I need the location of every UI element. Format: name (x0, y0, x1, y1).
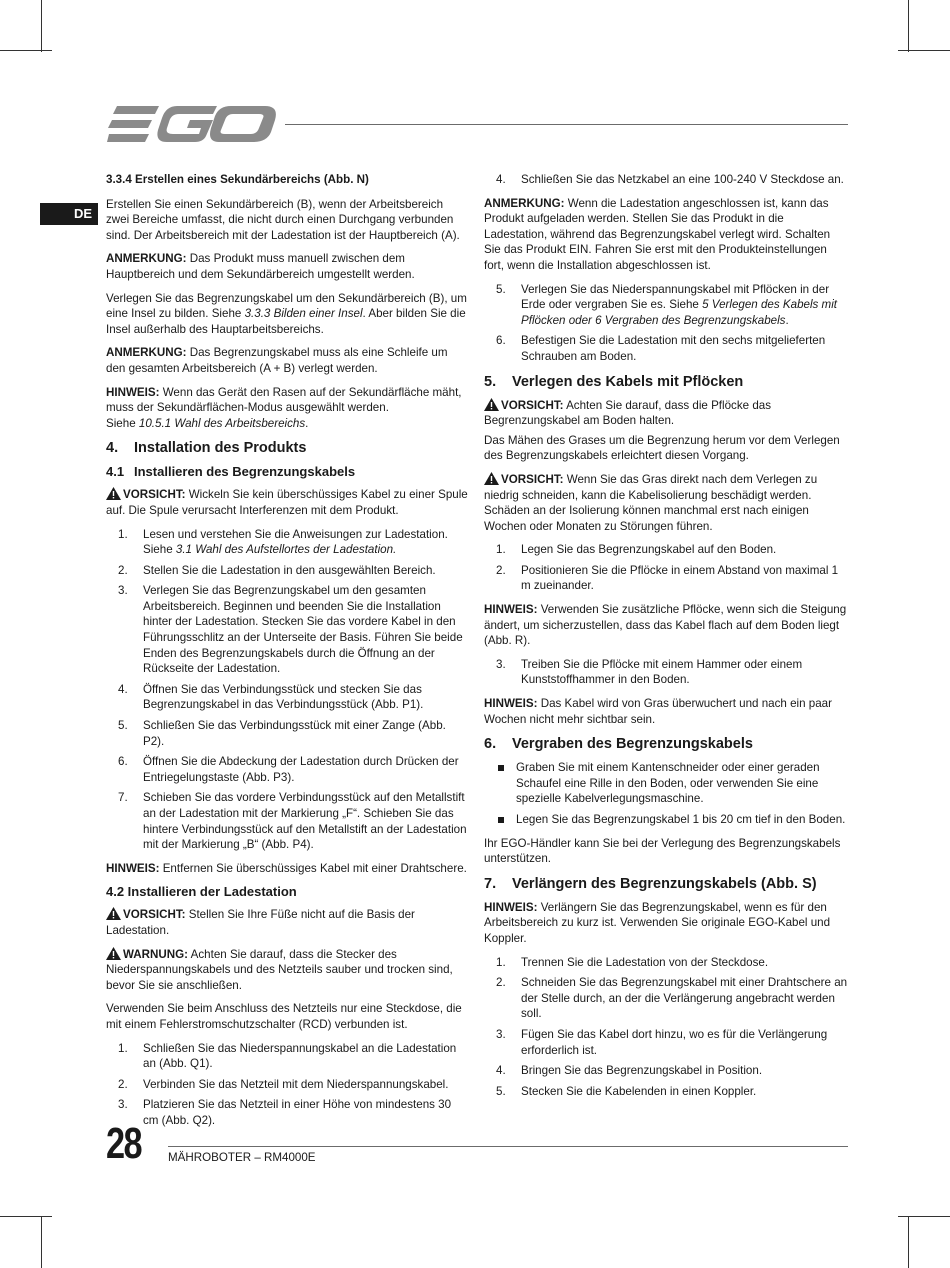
hint-text: Wenn das Gerät den Rasen auf der Sekundärfläche mäht, muss der Sekundärflächen-Modus ausgewählt werden. (106, 385, 462, 415)
step-number: 1. (118, 527, 128, 541)
step-text: Platzieren Sie das Netzteil in einer Höhe von mindestens 30 cm (Abb. Q2). (143, 1098, 452, 1127)
steps-5-continued (484, 657, 849, 688)
step-number: 3. (496, 1027, 506, 1041)
text: . (785, 313, 789, 327)
step-number: 3. (496, 657, 506, 671)
caution-text: Achten Sie darauf, dass die Pflöcke das Begrenzungskabel am Boden halten. (484, 398, 772, 428)
step-number: 5. (118, 719, 128, 733)
cross-reference: 5 Verlegen des Kabels mit Pflöcken oder 6 Vergraben des Begrenzungskabels (521, 298, 838, 327)
left-column (106, 172, 468, 1137)
steps-4-2 (106, 1041, 468, 1129)
step-text: Schließen Sie das Niederspannungskabel an die Ladestation an (Abb. Q1). (143, 1041, 457, 1071)
step-text: Schließen Sie das Netzkabel an eine 100-240 V Steckdose an. (521, 173, 844, 186)
section-4-2-heading: 4.2 Installieren der Ladestation (106, 884, 297, 900)
section-number: 7. (484, 875, 497, 892)
step-number: 2. (496, 976, 506, 990)
section-title: Installieren des Begrenzungskabels (134, 464, 356, 480)
step-number: 2. (118, 563, 128, 577)
note-text: Das Begrenzungskabel muss als eine Schleife um den gesamten Arbeitsbereich (A + B) verlegt werden. (106, 346, 448, 375)
caution-label: VORSICHT: (501, 472, 564, 486)
list-item (106, 563, 468, 579)
section-number: 6. (484, 736, 497, 753)
crop-mark (898, 50, 950, 51)
step-number: 4. (118, 682, 128, 696)
list-item (106, 754, 468, 785)
steps-4-2-continued (484, 172, 849, 188)
step-number: 6. (118, 755, 128, 769)
section-number: 5. (484, 373, 497, 390)
footer-rule (168, 1146, 848, 1147)
step-text: Fügen Sie das Kabel dort hinzu, wo es für die Verlängerung erforderlich ist. (521, 1027, 828, 1057)
step-text: Verbinden Sie das Netzteil mit dem Niederspannungskabel. (143, 1077, 449, 1091)
section-title: Verlängern des Begrenzungskabels (Abb. S) (512, 875, 817, 892)
steps-5 (484, 542, 849, 594)
hint-label: HINWEIS: (484, 900, 538, 914)
paragraph: Das Mähen des Grases um die Begrenzung herum vor dem Verlegen des Begrenzungskabels erleichtert diesen Vorgang. (484, 433, 840, 463)
warning-triangle-icon (106, 947, 121, 960)
bullets-6 (484, 760, 849, 827)
list-item (106, 527, 468, 558)
warning-label: WARNUNG: (123, 947, 189, 961)
steps-4-1 (106, 527, 468, 853)
list-item (484, 333, 849, 364)
crop-mark (898, 1216, 950, 1217)
cross-reference: 3.1 Wahl des Aufstellortes der Ladestation. (175, 543, 397, 557)
paragraph: Verwenden Sie beim Anschluss des Netzteils nur eine Steckdose, die mit einem Fehlerstromschutzschalter (RCD) verbunden ist. (106, 1002, 462, 1031)
crop-mark (0, 50, 52, 51)
bullet-icon (484, 812, 516, 828)
hint-text: Entfernen Sie überschüssiges Kabel mit einer Drahtschere. (159, 861, 467, 875)
caution-label: VORSICHT: (123, 908, 186, 922)
crop-mark (41, 0, 42, 52)
step-text: Öffnen Sie die Abdeckung der Ladestation durch Drücken der Entriegelungstaste (Abb. P3). (143, 755, 459, 784)
crop-mark (0, 1216, 52, 1217)
step-number: 3. (118, 1098, 128, 1112)
paragraph: Erstellen Sie einen Sekundärbereich (B), wenn der Arbeitsbereich zwei Bereiche umfasst, die nicht durch einen Durchgang verbunden sind. Der Arbeitsbereich mit der Ladestation ist der Hauptbereich (A). (106, 197, 460, 242)
section-title: Vergraben des Begrenzungskabels (512, 736, 753, 753)
step-text: Legen Sie das Begrenzungskabel auf den Boden. (521, 543, 777, 557)
note-label: ANMERKUNG: (106, 252, 187, 266)
list-item (484, 760, 849, 807)
list-item (484, 955, 849, 971)
list-item (106, 1077, 468, 1093)
crop-mark (41, 1216, 42, 1268)
steps-4-2-end (484, 282, 849, 365)
page-number: 28 (106, 1119, 142, 1168)
hint-label: HINWEIS: (484, 603, 538, 617)
note-text: Das Produkt muss manuell zwischen dem Hauptbereich und dem Sekundärbereich umgestellt werden. (106, 252, 415, 281)
paragraph (106, 291, 468, 338)
warning (106, 947, 468, 994)
list-item (484, 975, 849, 1022)
section-title: Verlegen des Kabels mit Pflöcken (512, 373, 744, 390)
list-item (484, 172, 849, 188)
language-tab: DE (40, 203, 98, 225)
note (106, 251, 468, 282)
step-number: 4. (496, 1064, 506, 1078)
caution-text: Stellen Sie Ihre Füße nicht auf die Basis der Ladestation. (106, 908, 415, 937)
warning-triangle-icon (106, 487, 121, 500)
footer-product-name: MÄHROBOTER – RM4000E (168, 1151, 316, 1164)
step-number: 5. (496, 1084, 506, 1098)
hint-text: Das Kabel wird von Gras überwuchert und nach ein paar Wochen nicht mehr sichtbar sein. (484, 697, 832, 726)
text: . (305, 416, 309, 430)
warning-triangle-icon (106, 907, 121, 920)
step-text: Verlegen Sie das Begrenzungskabel um den gesamten Arbeitsbereich. Beginnen und beenden Sie die Installation hinter der Ladestation. Stecken Sie das vordere Kabel in den Führungsschlitz an der Unterseite der Basis. Führen Sie beide Enden des Begrenzungskabels durch die Öffnung an der Rückseite der Ladestation. (143, 584, 463, 676)
list-item (106, 1097, 468, 1128)
list-item (106, 718, 468, 749)
crop-mark (908, 0, 909, 52)
caution (484, 398, 849, 429)
section-number: 4. (106, 440, 119, 457)
list-item (484, 542, 849, 558)
step-text: Trennen Sie die Ladestation von der Steckdose. (521, 955, 769, 969)
text: Siehe (106, 416, 139, 430)
list-item (106, 583, 468, 677)
step-number: 6. (496, 334, 506, 348)
caution (106, 907, 468, 938)
text: Lesen und verstehen Sie die Anweisungen zur Ladestation. Siehe (143, 527, 448, 557)
list-item (484, 812, 849, 828)
warning-text: Achten Sie darauf, dass die Stecker des Niederspannungskabels und des Netzteils sauber und trocken sind, bevor Sie sie anschließen. (106, 947, 453, 992)
paragraph: Ihr EGO-Händler kann Sie bei der Verlegung des Begrenzungskabels unterstützen. (484, 836, 841, 866)
step-text: Befestigen Sie die Ladestation mit den sechs mitgelieferten Schrauben am Boden. (521, 334, 826, 363)
section-4-heading (106, 439, 468, 457)
hint (106, 861, 468, 877)
hint (484, 696, 849, 727)
section-title: Installation des Produkts (134, 440, 307, 457)
text: Verlegen Sie das Begrenzungskabel um den Sekundärbereich (B), um eine Insel zu bilden. Siehe (106, 291, 467, 321)
crop-mark (908, 1216, 909, 1268)
step-number: 1. (118, 1041, 128, 1055)
note (484, 196, 849, 274)
caution-label: VORSICHT: (123, 488, 186, 502)
step-text: Positionieren Sie die Pflöcke in einem Abstand von maximal 1 m zueinander. (521, 563, 839, 593)
cross-reference: 3.3.3 Bilden einer Insel (244, 307, 363, 321)
step-text: Schneiden Sie das Begrenzungskabel mit einer Drahtschere an der Stelle durch, an der die Verlängerung angebracht werden soll. (521, 976, 848, 1021)
hint-label: HINWEIS: (484, 697, 538, 711)
caution (484, 472, 849, 534)
step-text (143, 527, 468, 558)
hint-label: HINWEIS: (106, 861, 160, 875)
step-number: 5. (496, 282, 506, 296)
header-rule (285, 124, 848, 125)
hint-text: Verlängern Sie das Begrenzungskabel, wenn es für den Arbeitsbereich zu kurz ist. Verwenden Sie originale EGO-Kabel und Koppler. (484, 900, 831, 945)
bullet-text: Legen Sie das Begrenzungskabel 1 bis 20 cm tief in den Boden. (516, 813, 846, 826)
warning-triangle-icon (484, 472, 499, 485)
hint-label: HINWEIS: (106, 385, 160, 399)
bullet-text: Graben Sie mit einem Kantenschneider oder einer geraden Schaufel eine Rille in den Boden, oder verwenden Sie eine spezielle Kabelverlegungsmaschine. (516, 761, 820, 806)
step-text: Stellen Sie die Ladestation in den ausgewählten Bereich. (143, 563, 436, 577)
section-5-heading (484, 373, 849, 391)
bullet-icon (484, 760, 516, 807)
hint (484, 900, 849, 947)
steps-7 (484, 955, 849, 1100)
step-text (521, 282, 849, 329)
cross-reference: 10.5.1 Wahl des Arbeitsbereichs (138, 416, 306, 430)
list-item (484, 282, 849, 329)
step-number: 1. (496, 543, 506, 557)
step-text: Öffnen Sie das Verbindungsstück und stecken Sie das Begrenzungskabel in das Verbindungsstück (Abb. P1). (143, 682, 424, 712)
hint (106, 385, 468, 432)
text: . Aber bilden Sie die Insel außerhalb des Hauptarbeitsbereichs. (106, 307, 466, 336)
list-item (484, 1084, 849, 1100)
list-item (484, 563, 849, 594)
note-label: ANMERKUNG: (484, 196, 565, 210)
section-7-heading (484, 875, 849, 893)
section-6-heading (484, 735, 849, 753)
step-text: Schieben Sie das vordere Verbindungsstück auf den Metallstift an der Ladestation mit der Markierung „F“. Schieben Sie das hintere Verbindungsstück auf den Metallstift an der Ladestation mit der Markierung „B“ (Abb. P4). (143, 791, 467, 852)
caution-label: VORSICHT: (501, 398, 564, 412)
step-text: Treiben Sie die Pflöcke mit einem Hammer oder einem Kunststoffhammer in den Boden. (521, 657, 803, 687)
note-label: ANMERKUNG: (106, 346, 187, 360)
step-text: Schließen Sie das Verbindungsstück mit einer Zange (Abb. P2). (143, 719, 446, 748)
section-4-1-heading (106, 464, 468, 480)
list-item (484, 657, 849, 688)
step-number: 3. (118, 584, 128, 598)
list-item (484, 1063, 849, 1079)
section-number: 4.1 (106, 464, 125, 480)
step-number: 4. (496, 173, 506, 186)
list-item (106, 790, 468, 852)
note-text: Wenn die Ladestation angeschlossen ist, kann das Produkt aufgeladen werden. Stellen Sie das Produkt in die Ladestation, während das Begrenzungskabel verlegt wird. Schalten Sie das Produkt EIN. Fahren Sie erst mit den Produkteinstellungen fort, wenn die Installation abgeschlossen ist. (484, 196, 831, 272)
step-number: 2. (496, 563, 506, 577)
note (106, 345, 468, 376)
section-3-3-4-title: 3.3.4 Erstellen eines Sekundärbereichs (Abb. N) (106, 173, 369, 186)
caution-text: Wenn Sie das Gras direkt nach dem Verlegen zu niedrig schneiden, kann die Kabelisolierung beschädigt werden. Schäden an der Isolierung können manchmal erst nach einigen Wochen oder Monaten zu Störungen führen. (484, 472, 818, 533)
step-text: Stecken Sie die Kabelenden in einen Koppler. (521, 1084, 757, 1098)
ego-logo (107, 104, 277, 144)
caution-text: Wickeln Sie kein überschüssiges Kabel zu einer Spule auf. Die Spule verursacht Interferenzen mit dem Produkt. (106, 488, 468, 517)
list-item (484, 1027, 849, 1058)
step-number: 2. (118, 1077, 128, 1091)
caution (106, 487, 468, 518)
warning-triangle-icon (484, 398, 499, 411)
list-item (106, 1041, 468, 1072)
step-number: 7. (118, 791, 128, 805)
right-column (484, 172, 849, 1107)
step-number: 1. (496, 955, 506, 969)
text: Verlegen Sie das Niederspannungskabel mit Pflöcken in der Erde oder vergraben Sie es. Siehe (521, 282, 830, 312)
hint-text: Verwenden Sie zusätzliche Pflöcke, wenn sich die Steigung ändert, um sicherzustellen, dass das Kabel flach auf dem Boden liegt (Abb. R). (484, 603, 847, 648)
hint (484, 602, 849, 649)
list-item (106, 682, 468, 713)
step-text: Bringen Sie das Begrenzungskabel in Position. (521, 1064, 763, 1078)
